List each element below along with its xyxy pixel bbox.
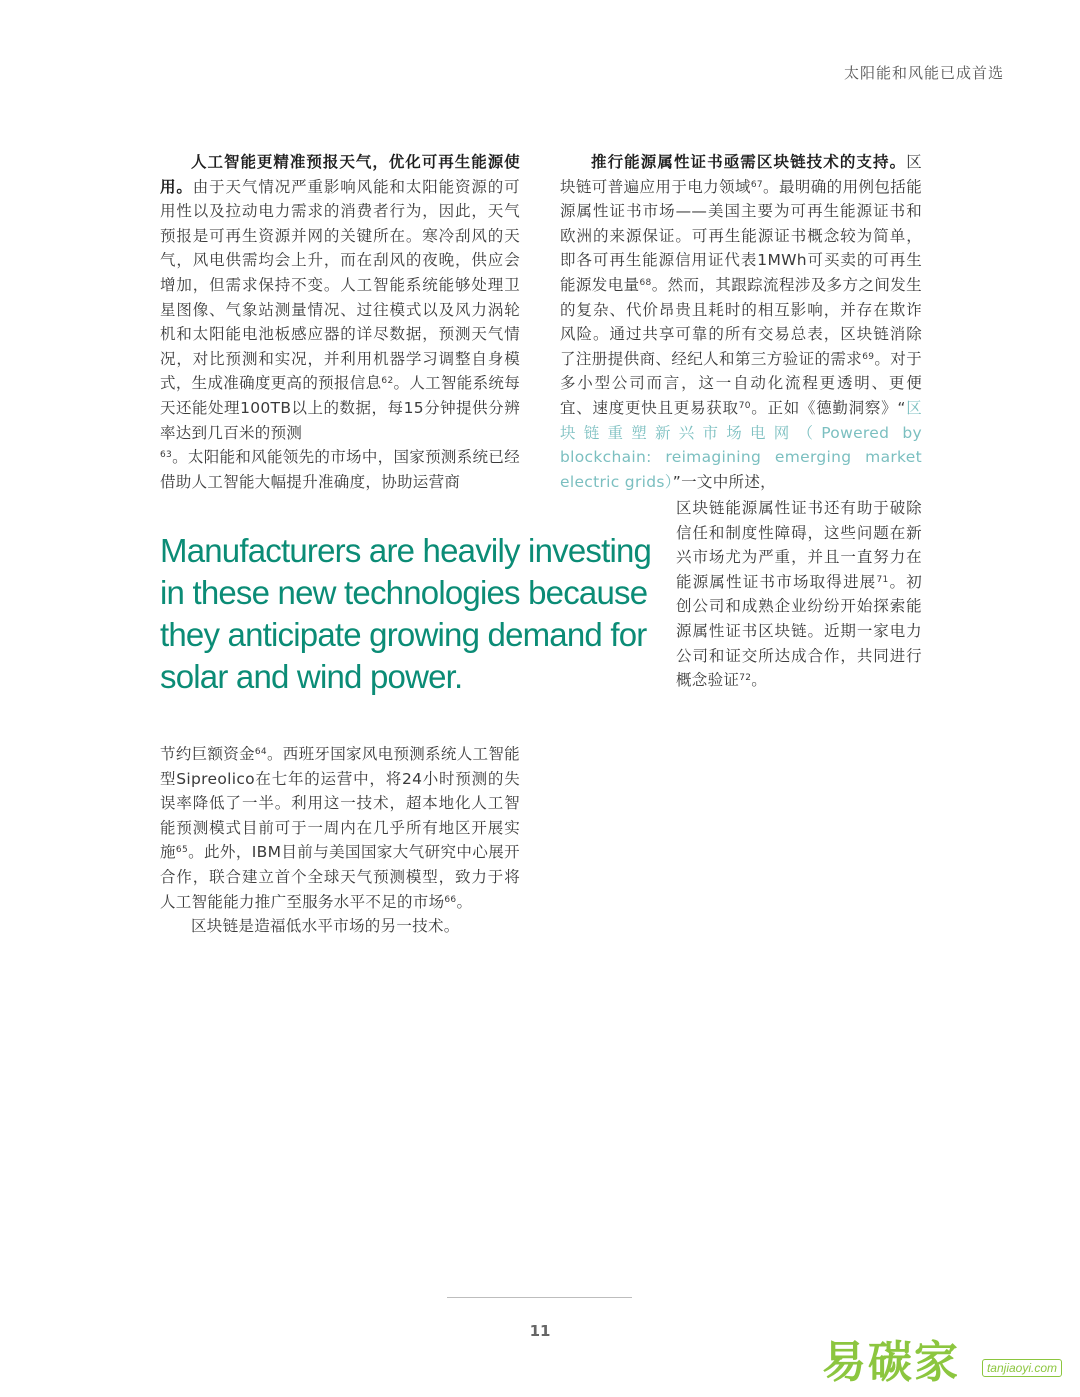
paragraph-continued bbox=[160, 742, 520, 914]
left-column-top bbox=[160, 150, 520, 494]
paragraph-blockchain-intro: 区块链是造福低水平市场的另一技术。 bbox=[191, 917, 460, 936]
footnote-ref: 66 bbox=[444, 894, 457, 905]
footnote-ref: 68 bbox=[639, 277, 652, 288]
body-text: 。 bbox=[456, 892, 473, 911]
paragraph-blockchain bbox=[560, 150, 922, 494]
footnote-ref: 72 bbox=[739, 673, 752, 684]
footnote-ref: 69 bbox=[862, 351, 875, 362]
left-column-bottom bbox=[160, 742, 520, 939]
body-text: 。最明确的用例包括能源属性证书市场——美国主要为可再生能源证书和欧洲的来源保证。可再生能源证书概念较为简单，即各可再生能源信用证代表1MWh可买卖的可再生能源发电量 bbox=[560, 177, 922, 294]
paragraph-heading: 推行能源属性证书亟需区块链技术的支持。 bbox=[591, 153, 907, 171]
report-link[interactable]: 区块链重塑新兴市场电网（Powered by blockchain: reimagining emerging market electric grids） bbox=[560, 398, 922, 491]
pull-quote: Manufacturers are heavily investing in these new technologies because they anticipate growing demand for solar and wind power. bbox=[160, 532, 652, 695]
running-header: 太阳能和风能已成首选 bbox=[843, 64, 1004, 82]
body-text: 区块链可普遍应用于电力领域 bbox=[560, 153, 922, 196]
footer-divider bbox=[447, 1297, 632, 1298]
body-text: 。西班牙国家风电预测系统人工智能型Sipreolico在七年的运营中，将24小时预测的失误率降低了一半。利用这一技术，超本地化人工智能预测模式目前可于一周内在几乎所有地区开展实施 bbox=[160, 745, 520, 862]
footnote-ref: 65 bbox=[175, 845, 188, 856]
right-column-top bbox=[560, 150, 922, 494]
body-text: 。 bbox=[751, 671, 768, 690]
footnote-ref: 71 bbox=[876, 574, 889, 585]
watermark-logo bbox=[822, 1337, 1062, 1389]
paragraph-ai-weather bbox=[160, 150, 520, 494]
footnote-ref: 63 bbox=[160, 450, 173, 461]
body-text: 。太阳能和风能领先的市场中，国家预测系统已经借助人工智能大幅提升准确度，协助运营商 bbox=[160, 448, 520, 491]
body-text: 节约巨额资金 bbox=[160, 745, 255, 763]
paragraph-continued bbox=[676, 496, 922, 693]
body-text: 。正如《德勤洞察》“ bbox=[750, 398, 906, 417]
page-number: 11 bbox=[529, 1322, 551, 1340]
body-text: ”一文中所述， bbox=[672, 472, 776, 491]
body-text: 。初创公司和成熟企业纷纷开始探索能源属性证书区块链。近期一家电力公司和证交所达成合作，共同进行概念验证 bbox=[676, 572, 922, 690]
body-text: 。人工智能系统每天还能处理100TB以上的数据，每15分钟提供分辨率达到几百米的预测 bbox=[160, 374, 521, 442]
watermark-glyphs: 易碳家 bbox=[822, 1337, 960, 1388]
footnote-ref: 62 bbox=[381, 376, 394, 387]
footnote-ref: 70 bbox=[738, 400, 751, 411]
paragraph-heading: 人工智能更精准预报天气，优化可再生能源使用。 bbox=[160, 153, 520, 196]
footnote-ref: 67 bbox=[750, 179, 763, 190]
body-text: 区块链能源属性证书还有助于破除信任和制度性障碍，这些问题在新兴市场尤为严重，并且一直努力在能源属性证书市场取得进展 bbox=[676, 499, 922, 591]
body-text: 。此外，IBM目前与美国国家大气研究中心展开合作，联合建立首个全球天气预测模型，致力于将人工智能能力推广至服务水平不足的市场 bbox=[160, 843, 520, 911]
right-column-bottom bbox=[676, 496, 922, 693]
watermark-url: tanjiaoyi.com bbox=[982, 1359, 1062, 1377]
footnote-ref: 64 bbox=[254, 747, 267, 757]
body-text: 。对于多小型公司而言，这一自动化流程更透明、更便宜、速度更快且更易获取 bbox=[560, 349, 922, 417]
body-text: 。然而，其跟踪流程涉及多方之间发生的复杂、代价昂贵且耗时的相互影响，并存在欺诈风险。通过共享可靠的所有交易总表，区块链消除了注册提供商、经纪人和第三方验证的需求 bbox=[560, 275, 922, 368]
body-text: 由于天气情况严重影响风能和太阳能资源的可用性以及拉动电力需求的消费者行为，因此，天气预报是可再生资源并网的关键所在。寒冷刮风的天气，风电供需均会上升，而在刮风的夜晚，供应会增加，但需求保持不变。人工智能系统能够处理卫星图像、气象站测量情况、过往模式以及风力涡轮机和太阳能电池板感应器的详尽数据，预测天气情况，对比预测和实况，并利用机器学习调整自身模式，生成准确度更高的预报信息 bbox=[160, 177, 520, 393]
